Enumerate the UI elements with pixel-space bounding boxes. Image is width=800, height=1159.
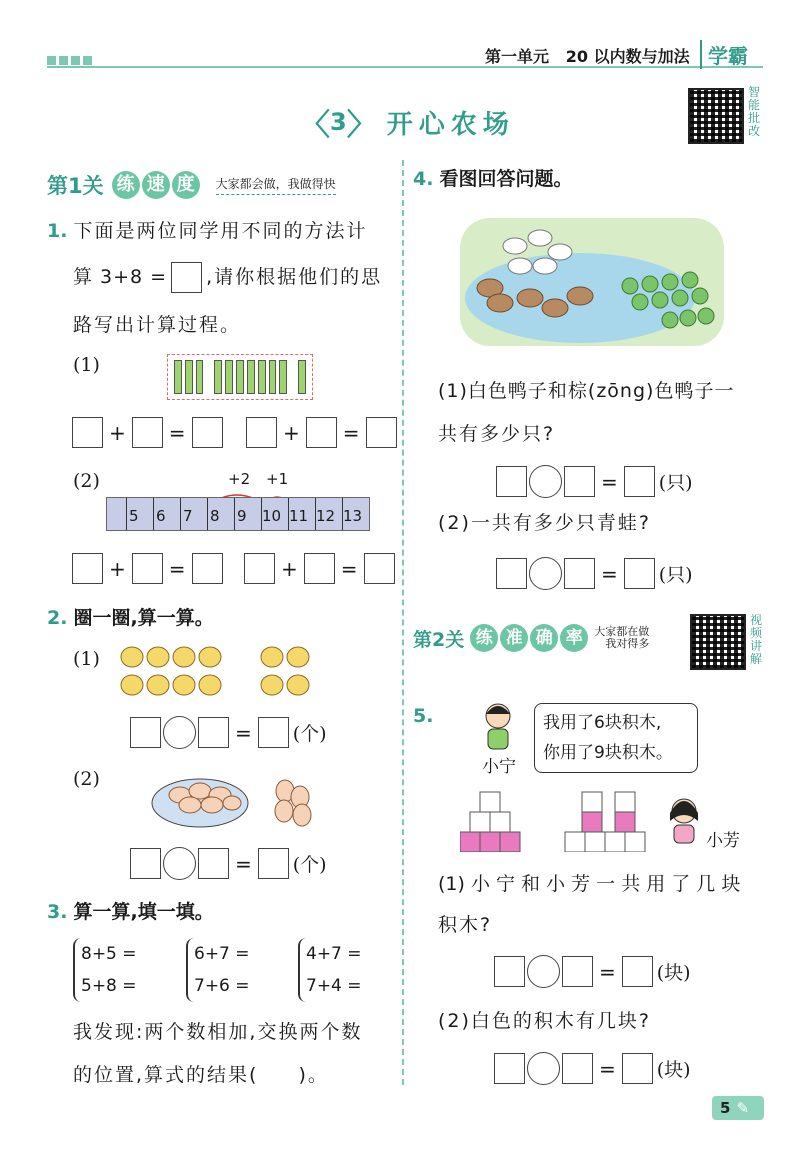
answer-box[interactable] bbox=[622, 956, 653, 987]
column-divider bbox=[402, 160, 404, 1085]
q2-part2-equation: = (个) bbox=[130, 847, 327, 880]
answer-box[interactable] bbox=[192, 417, 223, 448]
qr-code-grading[interactable] bbox=[688, 88, 744, 144]
q4-text: 4. 看图回答问题。 bbox=[413, 168, 573, 190]
answer-box[interactable] bbox=[244, 553, 275, 584]
page-title: 〈 3 〉 开心农场 bbox=[300, 100, 515, 144]
operator-circle[interactable] bbox=[527, 955, 560, 988]
q1-part2-label: (2) bbox=[73, 470, 100, 492]
counting-sticks bbox=[167, 354, 313, 400]
q1-text: 1. 下面是两位同学用不同的方法计 bbox=[47, 220, 368, 242]
q1-line2: 算 3+8 = ,请你根据他们的思 bbox=[73, 262, 382, 293]
answer-box[interactable] bbox=[494, 1053, 525, 1084]
section1-badge-2: 速 bbox=[142, 171, 170, 199]
q4-part2: (2)一共有多少只青蛙? bbox=[438, 512, 651, 534]
girl-name: 小芳 bbox=[706, 831, 740, 851]
number-line: 5 6 7 8 9 10 11 12 13 bbox=[106, 497, 370, 531]
operator-circle[interactable] bbox=[163, 716, 196, 749]
q3-finding-2: 的位置,算式的结果( )。 bbox=[73, 1064, 329, 1086]
section1-header bbox=[47, 170, 336, 200]
q5-part2: (2)白色的积木有几块? bbox=[438, 1010, 651, 1032]
answer-box[interactable] bbox=[130, 717, 161, 748]
answer-box[interactable] bbox=[72, 553, 103, 584]
answer-box[interactable] bbox=[192, 553, 223, 584]
building-blocks bbox=[460, 790, 660, 852]
answer-box[interactable] bbox=[494, 956, 525, 987]
q3-text: 3. 算一算,填一填。 bbox=[47, 901, 214, 923]
q1-line3: 路写出计算过程。 bbox=[73, 314, 242, 336]
section2-badge-2: 准 bbox=[500, 624, 528, 652]
section2-header bbox=[413, 624, 649, 652]
pencil-icon: ✎ bbox=[736, 1099, 750, 1117]
speech-bubble: 我用了6块积木, 你用了9块积木。 bbox=[534, 703, 698, 773]
q3-finding-1: 我发现:两个数相加,交换两个数 bbox=[73, 1021, 363, 1043]
answer-box[interactable] bbox=[306, 417, 337, 448]
q1-answer-box[interactable] bbox=[171, 262, 202, 293]
answer-box[interactable] bbox=[366, 417, 397, 448]
answer-box[interactable] bbox=[246, 417, 277, 448]
jump-label-2: +1 bbox=[266, 470, 289, 488]
answer-box[interactable] bbox=[622, 1053, 653, 1084]
answer-box[interactable] bbox=[198, 848, 229, 879]
answer-box[interactable] bbox=[496, 558, 527, 589]
answer-box[interactable] bbox=[624, 558, 655, 589]
section1-badge-1: 练 bbox=[112, 171, 140, 199]
section1-label: 第1关 bbox=[47, 174, 104, 198]
q4-part1-line1: (1)白色鸭子和棕(zōng)色鸭子一 bbox=[438, 380, 735, 402]
q3-pair-3: 4+7 = 7+4 = bbox=[298, 938, 362, 1002]
answer-box[interactable] bbox=[132, 417, 163, 448]
qr1-label: 智能批改 bbox=[748, 85, 761, 138]
boy-name: 小宁 bbox=[482, 757, 516, 777]
q2-text: 2. 圈一圈,算一算。 bbox=[47, 607, 214, 629]
brand-logo: 学霸 bbox=[700, 40, 748, 69]
q2-part1-label: (1) bbox=[73, 648, 100, 670]
answer-box[interactable] bbox=[562, 956, 593, 987]
q5-part2-equation: = (块) bbox=[494, 1052, 691, 1085]
answer-box[interactable] bbox=[198, 717, 229, 748]
answer-box[interactable] bbox=[564, 558, 595, 589]
q3-pair-2: 6+7 = 7+6 = bbox=[186, 938, 250, 1002]
q1-part1-equation-a: + = bbox=[72, 417, 223, 448]
answer-box[interactable] bbox=[364, 553, 395, 584]
q4-part2-equation: = (只) bbox=[496, 557, 693, 590]
answer-box[interactable] bbox=[304, 553, 335, 584]
q1-part2-equation-b: + = bbox=[244, 553, 395, 584]
q1-part1-label: (1) bbox=[73, 354, 100, 376]
answer-box[interactable] bbox=[624, 466, 655, 497]
answer-box[interactable] bbox=[496, 466, 527, 497]
header-unit: 第一单元 20 以内数与加法 bbox=[485, 47, 690, 66]
page-number-tab bbox=[712, 1096, 764, 1120]
section2-badge-3: 确 bbox=[530, 624, 558, 652]
page-number: 5 bbox=[720, 1099, 731, 1117]
answer-box[interactable] bbox=[72, 417, 103, 448]
section1-slogan: 大家都会做，我做得快 bbox=[216, 175, 336, 195]
section2-badge-4: 率 bbox=[560, 624, 588, 652]
answer-box[interactable] bbox=[258, 848, 289, 879]
title-number: 〈 bbox=[300, 108, 330, 143]
qr2-label: 视频讲解 bbox=[750, 613, 763, 666]
answer-box[interactable] bbox=[130, 848, 161, 879]
answer-box[interactable] bbox=[564, 466, 595, 497]
girl-avatar bbox=[666, 795, 702, 845]
section1-badge-3: 度 bbox=[172, 171, 200, 199]
q5-number: 5. bbox=[413, 705, 434, 727]
title-text: 开心农场 bbox=[386, 109, 515, 140]
section2-slogan: 大家都在做 我对得多 bbox=[594, 625, 650, 650]
answer-box[interactable] bbox=[562, 1053, 593, 1084]
q2-part2-label: (2) bbox=[73, 768, 100, 790]
q5-part1-equation: = (块) bbox=[494, 955, 691, 988]
answer-box[interactable] bbox=[258, 717, 289, 748]
q3-pair-1: 8+5 = 5+8 = bbox=[73, 938, 137, 1002]
jump-label-1: +2 bbox=[228, 470, 251, 488]
q1-part1-equation-b: + = bbox=[246, 417, 397, 448]
title-number-text: 3 bbox=[330, 108, 347, 136]
q4-part1-line2: 共有多少只? bbox=[438, 423, 556, 445]
q5-part1-line1: (1) 小 宁 和 小 芳 一 共 用 了 几 块 bbox=[438, 873, 741, 895]
q1-part2-equation-a: + = bbox=[72, 553, 223, 584]
section2-label: 第2关 bbox=[413, 628, 465, 651]
q2-part1-equation: = (个) bbox=[130, 716, 327, 749]
dumplings-picture bbox=[120, 643, 320, 701]
qr-code-video[interactable] bbox=[690, 614, 746, 670]
boy-avatar bbox=[480, 702, 516, 750]
operator-circle[interactable] bbox=[529, 557, 562, 590]
farm-picture bbox=[460, 218, 724, 346]
section2-badge-1: 练 bbox=[470, 624, 498, 652]
operator-circle[interactable] bbox=[527, 1052, 560, 1085]
q5-part1-line2: 积木? bbox=[438, 914, 493, 936]
eggs-picture bbox=[150, 765, 320, 835]
answer-box[interactable] bbox=[132, 553, 163, 584]
q4-part1-equation: = (只) bbox=[496, 465, 693, 498]
operator-circle[interactable] bbox=[529, 465, 562, 498]
operator-circle[interactable] bbox=[163, 847, 196, 880]
